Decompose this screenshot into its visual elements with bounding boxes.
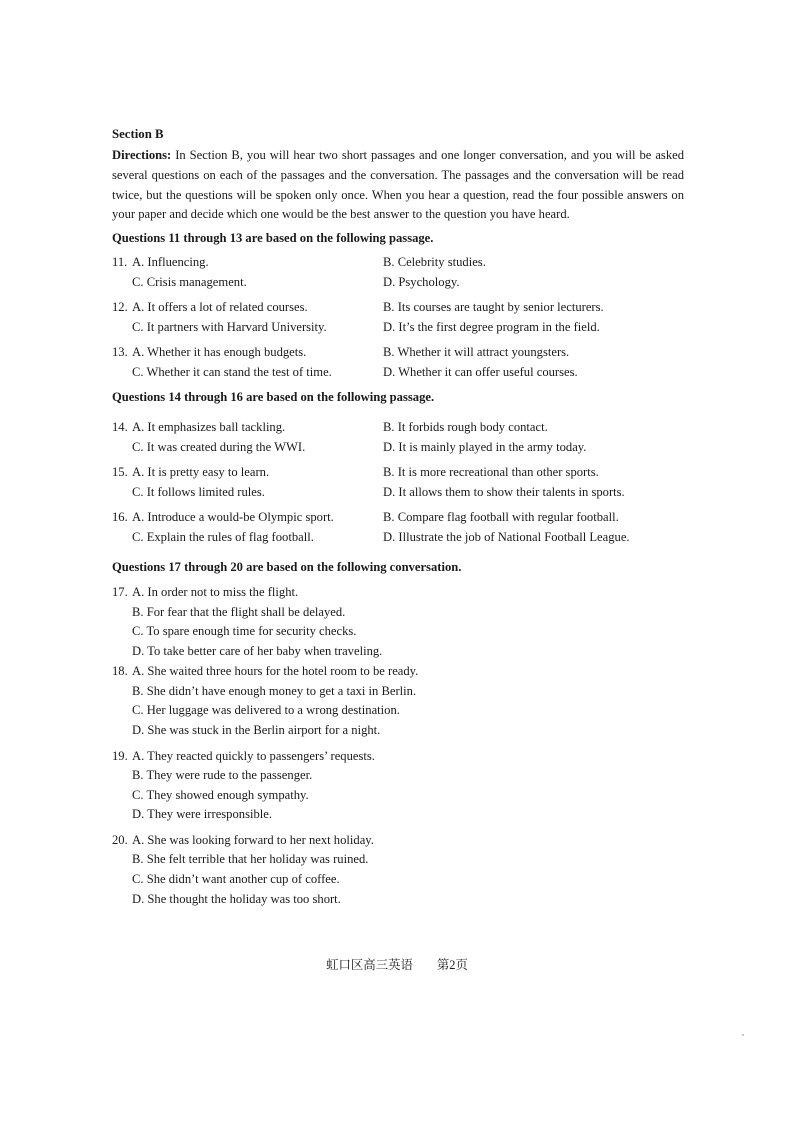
directions-label: Directions: (112, 148, 172, 162)
q20-option-c: C. She didn’t want another cup of coffee. (132, 872, 340, 886)
q14-number: 14. (112, 420, 128, 434)
footer-page-number: 第2页 (436, 958, 468, 972)
q11-number: 11. (112, 255, 128, 269)
q13-number: 13. (112, 345, 128, 359)
q16-option-a: A. Introduce a would-be Olympic sport. (132, 510, 334, 524)
q13-option-b: B. Whether it will attract youngsters. (383, 345, 570, 359)
q18-option-d: D. She was stuck in the Berlin airport for a night. (132, 723, 381, 737)
q20-option-a: A. She was looking forward to her next holiday. (132, 833, 374, 847)
q14-option-a: A. It emphasizes ball tackling. (132, 420, 286, 434)
q19-number: 19. (112, 749, 128, 763)
q14-option-b: B. It forbids rough body contact. (383, 420, 548, 434)
section-title: Section B (112, 127, 164, 141)
q20-number: 20. (112, 833, 128, 847)
group-heading-2: Questions 14 through 16 are based on the following passage. (112, 390, 435, 404)
q19-option-b: B. They were rude to the passenger. (132, 768, 313, 782)
q15-option-d: D. It allows them to show their talents in sports. (383, 485, 625, 499)
q16-option-c: C. Explain the rules of flag football. (132, 530, 314, 544)
page-footer (0, 955, 794, 973)
q19-option-c: C. They showed enough sympathy. (132, 788, 309, 802)
q15-option-a: A. It is pretty easy to learn. (132, 465, 270, 479)
scan-speck (742, 1034, 744, 1036)
q12-option-d: D. It’s the first degree program in the field. (383, 320, 600, 334)
directions (112, 146, 684, 225)
q11-option-b: B. Celebrity studies. (383, 255, 486, 269)
q14-option-d: D. It is mainly played in the army today. (383, 440, 587, 454)
q13-option-a: A. Whether it has enough budgets. (132, 345, 307, 359)
q15-option-c: C. It follows limited rules. (132, 485, 265, 499)
q18-option-c: C. Her luggage was delivered to a wrong destination. (132, 703, 400, 717)
q17-option-c: C. To spare enough time for security checks. (132, 624, 357, 638)
q18-option-b: B. She didn’t have enough money to get a taxi in Berlin. (132, 684, 417, 698)
q20-option-b: B. She felt terrible that her holiday was ruined. (132, 852, 369, 866)
q17-option-b: B. For fear that the flight shall be delayed. (132, 605, 346, 619)
q19-option-a: A. They reacted quickly to passengers’ requests. (132, 749, 375, 763)
q15-option-b: B. It is more recreational than other sports. (383, 465, 599, 479)
q13-option-d: D. Whether it can offer useful courses. (383, 365, 578, 379)
q16-option-b: B. Compare flag football with regular football. (383, 510, 619, 524)
q12-option-b: B. Its courses are taught by senior lecturers. (383, 300, 604, 314)
q14-option-c: C. It was created during the WWI. (132, 440, 306, 454)
q20-option-d: D. She thought the holiday was too short. (132, 892, 341, 906)
q11-option-c: C. Crisis management. (132, 275, 247, 289)
q16-number: 16. (112, 510, 128, 524)
directions-text: In Section B, you will hear two short passages and one longer conversation, and you will be asked several questions on each of the passages and the conversation. The passages and the conversation will be read twice, but the questions will be spoken only once. When you hear a question, read the four possible answers on your paper and decide which one would be the best answer to the question you have heard. (112, 148, 684, 222)
q12-number: 12. (112, 300, 128, 314)
group-heading-1: Questions 11 through 13 are based on the following passage. (112, 231, 434, 245)
q11-option-d: D. Psychology. (383, 275, 460, 289)
q12-option-c: C. It partners with Harvard University. (132, 320, 327, 334)
q17-option-d: D. To take better care of her baby when traveling. (132, 644, 383, 658)
q17-number: 17. (112, 585, 128, 599)
q18-number: 18. (112, 664, 128, 678)
group-heading-3: Questions 17 through 20 are based on the following conversation. (112, 560, 462, 574)
q11-option-a: A. Influencing. (132, 255, 209, 269)
q12-option-a: A. It offers a lot of related courses. (132, 300, 308, 314)
q15-number: 15. (112, 465, 128, 479)
q19-option-d: D. They were irresponsible. (132, 807, 273, 821)
q16-option-d: D. Illustrate the job of National Football League. (383, 530, 630, 544)
q13-option-c: C. Whether it can stand the test of time. (132, 365, 332, 379)
q18-option-a: A. She waited three hours for the hotel room to be ready. (132, 664, 419, 678)
footer-title: 虹口区高三英语 (326, 958, 413, 972)
q17-option-a: A. In order not to miss the flight. (132, 585, 299, 599)
